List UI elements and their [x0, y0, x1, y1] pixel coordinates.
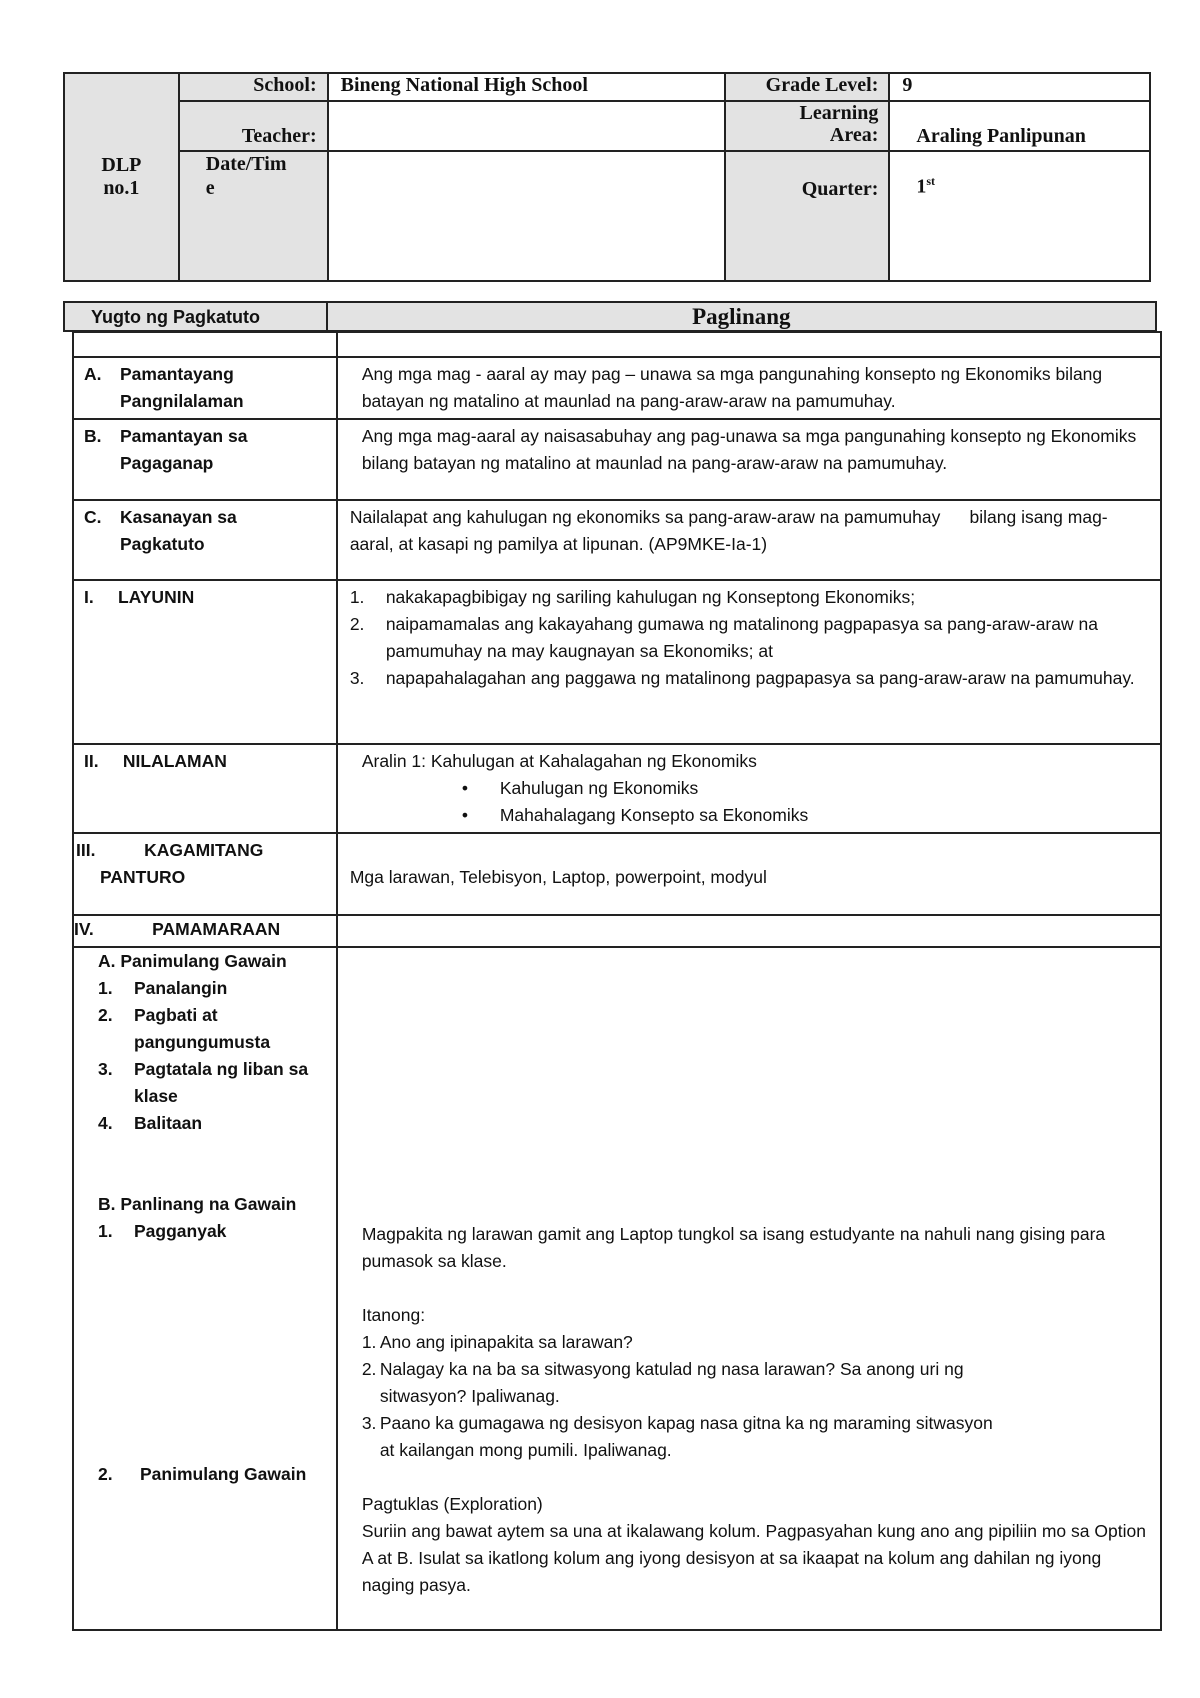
nilalaman-label: II. NILALAMAN [73, 744, 337, 833]
question-item [362, 1356, 1150, 1410]
step-number: 1. [98, 978, 113, 998]
nilalaman-content [337, 744, 1161, 833]
yugto-bar [63, 301, 1157, 332]
grade-level-value: 9 [889, 73, 1150, 101]
section-a-label-line1: Pamantayang [120, 364, 234, 384]
kagamitan-label-line1: III. KAGAMITANG [76, 840, 264, 860]
section-b-text: Ang mga mag-aaral ay naisasabuhay ang pag-unawa sa mga pangunahing konsepto ng Ekonomiks bilang batayan ng matalino at maunlad na pang-araw-araw na pamumuhay. [337, 419, 1161, 500]
section-a-label [73, 357, 337, 419]
bullet-icon: • [461, 778, 468, 798]
pagtuklas-title: Pagtuklas (Exploration) [361, 1494, 543, 1514]
nilalaman-bullet [362, 775, 1150, 802]
layunin-item-number: 2. [349, 614, 365, 634]
step-number: 1. [98, 1221, 113, 1241]
step-text: Pagganyak [134, 1221, 227, 1241]
kagamitan-label-line2: PANTURO [100, 867, 186, 887]
step-number: 2. [98, 1005, 113, 1025]
school-label: School: [179, 73, 328, 101]
pagtuklas-text: Suriin ang bawat aytem sa una at ikalawang kolum. Pagpasyahan kung ano ang pipiliin mo sa Option A at B. Isulat sa ikatlong kolum ang iyong desisyon at sa ikaapat na kolum ang dahilan ng iyong naging pasya. [361, 1521, 1146, 1595]
section-b-letter: B. [84, 426, 102, 446]
nilalaman-bullet [362, 802, 1150, 829]
question-number: 2. [361, 1359, 377, 1379]
quarter-label: Quarter: [725, 151, 890, 281]
section-c-letter: C. [84, 507, 102, 527]
section-c-label-line1: Kasanayan sa [120, 507, 237, 527]
nilalaman-bullet-text: Kahulugan ng Ekonomiks [499, 778, 699, 798]
layunin-item [350, 584, 1150, 611]
date-time-label [179, 151, 328, 281]
layunin-item-number: 3. [349, 668, 365, 688]
teacher-label: Teacher: [179, 101, 328, 151]
question-item [362, 1329, 1150, 1356]
date-time-value [328, 151, 725, 281]
date-time-label-line2: e [205, 177, 215, 199]
layunin-item-text: naipamamalas ang kakayahang gumawa ng matalinong pagpapasya sa pang-araw-araw na pamumuhay na may kaugnayan sa Ekonomiks; at [385, 614, 1098, 661]
learning-area-label-line2: Area: [829, 124, 879, 146]
layunin-list [337, 580, 1161, 744]
quarter-suffix: st [926, 174, 936, 188]
layunin-item-text: nakakapagbibigay ng sariling kahulugan ng Konseptong Ekonomiks; [385, 587, 916, 607]
pagganyak-step [98, 1218, 328, 1245]
learning-area-label [725, 101, 890, 151]
layunin-item-text: napapahalagahan ang paggawa ng matalinong pagpapasya sa pang-araw-araw na pamumuhay. [385, 668, 1135, 688]
question-text: Ano ang ipinapakita sa larawan? [379, 1332, 633, 1352]
section-a-letter: A. [84, 364, 102, 384]
grade-level-label: Grade Level: [725, 73, 890, 101]
dlp-number: no.1 [103, 177, 140, 199]
section-b-label-line1: Pamantayan sa [120, 426, 248, 446]
section-b-label-line2: Pagaganap [120, 453, 214, 473]
kagamitan-text: Mga larawan, Telebisyon, Laptop, powerpoint, modyul [337, 833, 1161, 915]
panimulang-gawain-title: A. Panimulang Gawain [98, 951, 287, 971]
step-text: Panimulang Gawain [140, 1464, 307, 1484]
section-c-label [73, 500, 337, 580]
dlp-number-cell [64, 73, 179, 281]
kagamitan-label [73, 833, 337, 915]
question-item [362, 1410, 1150, 1464]
layunin-item-number: 1. [349, 587, 365, 607]
panimulang-gawain-step [98, 1461, 328, 1488]
bullet-icon: • [461, 805, 468, 825]
step-number: 3. [98, 1059, 113, 1079]
pagganyak-text: Magpakita ng larawan gamit ang Laptop tungkol sa isang estudyante na nahuli nang gising para pumasok sa klase. [361, 1224, 1106, 1271]
pamamaraan-empty [337, 915, 1161, 947]
panimulang-step [98, 1002, 328, 1056]
question-number: 1. [361, 1332, 377, 1352]
itanong-label: Itanong: [361, 1305, 426, 1325]
section-b-label [73, 419, 337, 500]
pamamaraan-steps [73, 947, 337, 1630]
spacer-right [337, 332, 1161, 357]
quarter-number: 1 [916, 175, 927, 198]
spacer-left [73, 332, 337, 357]
school-value: Bineng National High School [328, 73, 725, 101]
quarter-value [889, 151, 1150, 281]
learning-area-value: Araling Panlipunan [889, 101, 1150, 151]
yugto-label: Yugto ng Pagkatuto [64, 302, 327, 331]
layunin-item [350, 611, 1150, 665]
dlp-header-table [63, 72, 1151, 282]
panimulang-step [98, 1056, 328, 1110]
section-a-text: Ang mga mag - aaral ay may pag – unawa sa mga pangunahing konsepto ng Ekonomiks bilang batayan ng matalino at maunlad na pang-araw-araw na pamumuhay. [337, 357, 1161, 419]
nilalaman-bullet-text: Mahahalagang Konsepto sa Ekonomiks [499, 805, 809, 825]
nilalaman-title: Aralin 1: Kahulugan at Kahalagahan ng Ekonomiks [361, 751, 757, 771]
pamamaraan-details [337, 947, 1161, 1630]
learning-area-label-line1: Learning [799, 102, 879, 124]
section-a-label-line2: Pangnilalaman [120, 391, 244, 411]
teacher-value [328, 101, 725, 151]
step-number: 4. [98, 1113, 113, 1133]
step-text: Pagbati at pangungumusta [134, 1005, 271, 1052]
step-text: Balitaan [134, 1113, 203, 1133]
section-c-label-line2: Pagkatuto [120, 534, 205, 554]
step-text: Panalangin [134, 978, 228, 998]
step-text: Pagtatala ng liban sa klase [134, 1059, 309, 1106]
question-text: Nalagay ka na ba sa sitwasyong katulad ng nasa larawan? Sa anong uri ng sitwasyon? Ipaliwanag. [379, 1359, 964, 1406]
layunin-label: I. LAYUNIN [73, 580, 337, 744]
yugto-value: Paglinang [327, 302, 1156, 331]
date-time-label-line1: Date/Tim [205, 153, 287, 175]
panlinang-gawain-title: B. Panlinang na Gawain [98, 1194, 297, 1214]
layunin-item [350, 665, 1150, 692]
lesson-plan-table [72, 331, 1162, 1631]
question-text: Paano ka gumagawa ng desisyon kapag nasa gitna ka ng maraming sitwasyon at kailangan mong pumili. Ipaliwanag. [379, 1413, 993, 1460]
panimulang-step [98, 1110, 328, 1137]
pamamaraan-label: IV. PAMAMARAAN [73, 915, 337, 947]
question-number: 3. [361, 1413, 377, 1433]
step-number: 2. [98, 1464, 113, 1484]
panimulang-step [98, 975, 328, 1002]
dlp-label: DLP [101, 154, 142, 176]
section-c-text: Nailalapat ang kahulugan ng ekonomiks sa pang-araw-araw na pamumuhay bilang isang mag-aaral, at kasapi ng pamilya at lipunan. (AP9MKE-Ia-1) [337, 500, 1161, 580]
